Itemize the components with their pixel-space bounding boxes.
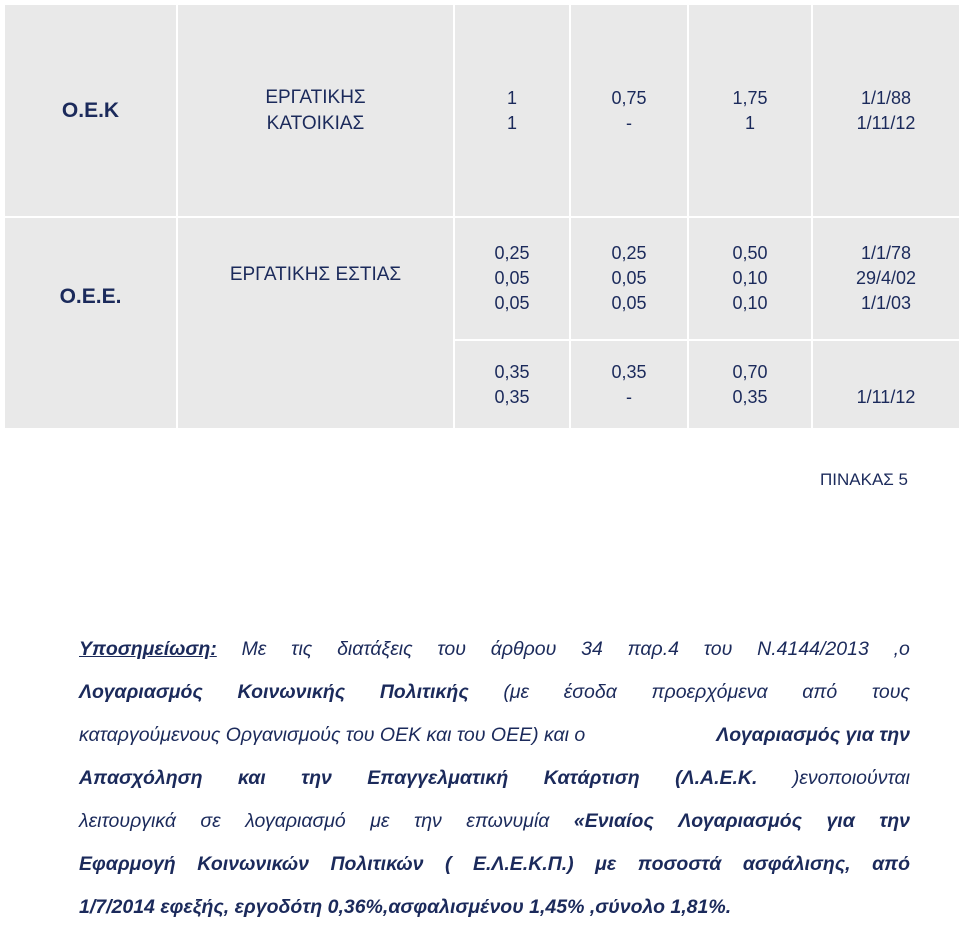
word: «Ενιαίος <box>573 810 654 832</box>
table-caption: ΠΙΝΑΚΑΣ 5 <box>820 470 908 489</box>
footnote-label: Υποσημείωση: <box>79 638 217 660</box>
fund-cell: ΕΡΓΑΤΙΚΗΣ ΕΣΤΙΑΣ <box>177 217 454 429</box>
word: Πολιτικών <box>330 853 424 875</box>
word: Κοινωνικών <box>197 853 310 875</box>
rate-value: 1 <box>506 112 517 133</box>
word: με <box>370 810 390 832</box>
date-cell: 1/11/12 <box>812 340 960 429</box>
word: με <box>595 853 617 875</box>
rate-value: 0,10 <box>732 268 768 288</box>
footnote <box>79 628 910 929</box>
word: Κατάρτιση <box>543 767 640 789</box>
footnote-line <box>79 714 910 757</box>
table <box>3 3 960 430</box>
word: Εφαρμογή <box>79 853 176 875</box>
text-run: Λογαριασμός για την <box>716 724 910 746</box>
rate-value: 0,10 <box>732 293 768 313</box>
date-cell <box>812 4 960 217</box>
contributions-table <box>3 3 959 428</box>
rate-cell <box>570 217 688 340</box>
rate-value: 0,35 <box>732 386 768 407</box>
table-row-oek <box>4 4 960 217</box>
word: (Λ.Α.Ε.Κ. <box>675 767 758 789</box>
word: Ε.Λ.Ε.Κ.Π.) <box>472 853 574 875</box>
word: για <box>826 810 855 832</box>
word: ( <box>444 853 452 875</box>
word: λογαριασμό <box>245 810 346 832</box>
rate-value: 0,35 <box>494 386 530 407</box>
rate-cell <box>454 217 570 340</box>
word: Με <box>241 638 267 660</box>
date-cell <box>812 217 960 340</box>
fund-line: ΕΡΓΑΤΙΚΗΣ <box>265 86 366 108</box>
word: Λογαριασμός <box>79 681 203 703</box>
word: ποσοστά <box>637 853 722 875</box>
word: και <box>237 767 266 789</box>
word: λειτουργικά <box>79 810 176 832</box>
date-value: 1/1/78 <box>860 243 912 263</box>
rate-value: 0,50 <box>732 243 768 263</box>
footnote-line <box>79 800 910 843</box>
word: Κοινωνικής <box>237 681 346 703</box>
word: )ενοποιούνται <box>792 767 910 789</box>
rate-value: 0,05 <box>611 268 647 288</box>
date-value: 29/4/02 <box>855 268 917 288</box>
rate-value: 0,25 <box>611 243 647 263</box>
footnote-line <box>79 886 910 929</box>
word: έσοδα <box>563 681 617 703</box>
word: την <box>879 810 910 832</box>
text-run: καταργούμενους Οργανισμούς του ΟΕΚ και του ΟΕΕ) και ο <box>79 724 586 746</box>
word: προερχόμενα <box>651 681 768 703</box>
footnote-line <box>79 757 910 800</box>
footnote-line <box>79 628 910 671</box>
rate-cell <box>688 340 812 429</box>
rate-cell <box>570 4 688 217</box>
word: από <box>802 681 838 703</box>
rate-value: 0,75 <box>611 87 647 108</box>
rate-value: 1 <box>744 112 755 133</box>
word: σε <box>200 810 221 832</box>
word: από <box>872 853 910 875</box>
rate-cell <box>454 340 570 429</box>
rate-value: 1,75 <box>732 87 768 108</box>
word: ,ο <box>893 638 910 660</box>
rate-cell <box>454 4 570 217</box>
rate-value: 0,70 <box>732 361 768 382</box>
fund-line: ΚΑΤΟΙΚΙΑΣ <box>266 112 365 134</box>
word: την <box>301 767 332 789</box>
rate-value: 0,05 <box>494 293 530 313</box>
date-value: 1/11/12 <box>856 112 916 133</box>
word: (με <box>503 681 530 703</box>
word: άρθρου <box>490 638 557 660</box>
fund-cell <box>177 4 454 217</box>
rate-cell <box>570 340 688 429</box>
rate-cell <box>688 4 812 217</box>
word: τους <box>871 681 910 703</box>
table-row-oee <box>4 217 960 340</box>
rate-value: 1 <box>506 87 517 108</box>
rate-value: 0,35 <box>611 361 647 382</box>
word: ασφάλισης, <box>742 853 851 875</box>
rate-value: 0,05 <box>494 268 530 288</box>
footnote-line <box>79 843 910 886</box>
rate-cell <box>688 217 812 340</box>
rate-value: 0,05 <box>611 293 647 313</box>
word: τις <box>291 638 313 660</box>
rate-value: 0,35 <box>494 361 530 382</box>
rate-value: - <box>626 112 632 133</box>
rate-value: 0,25 <box>494 243 530 263</box>
word: διατάξεις <box>337 638 413 660</box>
org-cell: Ο.Ε.Κ <box>4 4 177 217</box>
word: την <box>413 810 442 832</box>
date-value: 1/1/03 <box>860 293 912 313</box>
footnote-line <box>79 671 910 714</box>
org-cell: Ο.Ε.Ε. <box>4 217 177 429</box>
word: του <box>703 638 733 660</box>
rate-value: - <box>626 386 632 407</box>
word: Ν.4144/2013 <box>757 638 869 660</box>
word: Επαγγελματική <box>367 767 509 789</box>
word: Πολιτικής <box>379 681 469 703</box>
word: του <box>437 638 466 660</box>
word: Απασχόληση <box>79 767 203 789</box>
date-value: 1/1/88 <box>860 87 912 108</box>
word: επωνυμία <box>466 810 550 832</box>
word: 34 <box>581 638 603 660</box>
text-run: 1/7/2014 εφεξής, εργοδότη 0,36%,ασφαλισμένου 1,45% ,σύνολο 1,81%. <box>79 896 732 918</box>
word: παρ.4 <box>627 638 679 660</box>
word: Λογαριασμός <box>678 810 803 832</box>
